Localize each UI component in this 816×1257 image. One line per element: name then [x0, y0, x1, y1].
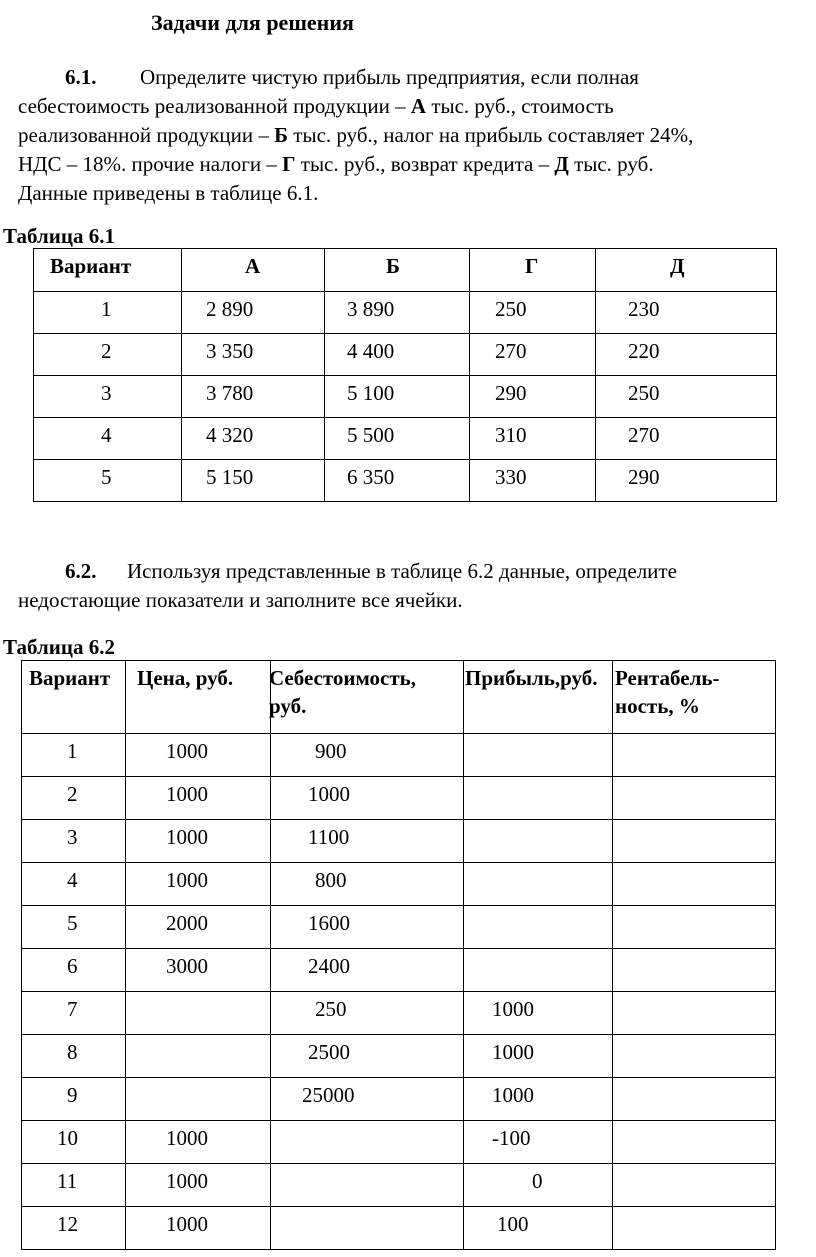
table-cell — [596, 460, 777, 502]
cell-text: 0 — [532, 1169, 543, 1193]
cell-text: тыс. руб., возврат кредита – — [295, 152, 555, 176]
cell-text: 220 — [628, 339, 660, 363]
cell-text: себестоимость реализованной продукции – — [18, 94, 411, 118]
cell-text: 5 150 — [206, 465, 254, 489]
task2-number: 6.2. — [65, 559, 97, 583]
task2-line1 — [18, 557, 677, 586]
table-row — [34, 292, 777, 334]
cell-text: Б — [274, 123, 289, 147]
table-6-1 — [33, 248, 777, 502]
cell-text: 3 890 — [347, 297, 395, 321]
cell-text: 1 — [67, 739, 78, 763]
cell-text: тыс. руб. — [568, 152, 654, 176]
task2-line2: недостающие показатели и заполните все ячейки. — [18, 588, 463, 612]
cell-text: 1000 — [492, 997, 534, 1021]
table-row — [22, 992, 776, 1035]
cell-text: 1000 — [308, 782, 350, 806]
cell-text: 2400 — [308, 954, 350, 978]
table-row — [22, 1035, 776, 1078]
table-row — [22, 777, 776, 820]
table-cell — [325, 418, 470, 460]
header-price: Цена, руб. — [137, 666, 234, 690]
cell-text: 290 — [628, 465, 660, 489]
cell-text: 5 500 — [347, 423, 395, 447]
cell-text: 2 — [67, 782, 78, 806]
cell-text: 250 — [315, 997, 347, 1021]
cell-text: 250 — [495, 297, 527, 321]
cell-text: 900 — [315, 739, 347, 763]
header-g: Г — [525, 254, 539, 278]
table-cell — [464, 1207, 613, 1250]
cell-text: 8 — [67, 1040, 78, 1064]
cell-text: 100 — [497, 1212, 529, 1236]
table-cell — [22, 777, 126, 820]
table-row — [34, 334, 777, 376]
header-variant: Вариант — [50, 254, 132, 278]
cell-text: 1000 — [166, 739, 208, 763]
cell-text: 1000 — [166, 1126, 208, 1150]
page-title: Задачи для решения — [151, 10, 354, 35]
cell-text: Используя представленные в таблице 6.2 данные, определите — [127, 559, 677, 583]
table-cell — [271, 661, 464, 734]
task1-number: 6.1. — [65, 65, 97, 89]
table-row — [22, 906, 776, 949]
cell-text: 4 320 — [206, 423, 254, 447]
cell-text: 1000 — [166, 868, 208, 892]
cell-text: 1000 — [166, 1169, 208, 1193]
cell-text: НДС – 18%. прочие налоги – — [18, 152, 283, 176]
task2-paragraph — [18, 557, 677, 615]
table-row — [22, 1078, 776, 1121]
cell-text: 5 100 — [347, 381, 395, 405]
cell-text: 10 — [57, 1126, 78, 1150]
cell-text: 1000 — [492, 1083, 534, 1107]
table-cell — [596, 292, 777, 334]
cell-text: 270 — [628, 423, 660, 447]
cell-text: 1000 — [166, 825, 208, 849]
table1-caption: Таблица 6.1 — [3, 224, 115, 248]
cell-text: Д — [554, 152, 569, 176]
cell-text: 1600 — [308, 911, 350, 935]
cell-text: 1000 — [492, 1040, 534, 1064]
table-cell — [325, 460, 470, 502]
table-cell — [34, 376, 182, 418]
table-cell — [34, 292, 182, 334]
cell-text: 5 — [101, 465, 112, 489]
cell-text: 2 — [101, 339, 112, 363]
task1-paragraph — [18, 63, 693, 208]
table-row — [22, 1121, 776, 1164]
table-cell — [22, 820, 126, 863]
header-profit: Прибыль,руб. — [465, 666, 598, 690]
header-cost-unit: руб. — [269, 694, 307, 719]
table-cell — [22, 863, 126, 906]
header-b: Б — [386, 254, 400, 278]
cell-text: 2 890 — [206, 297, 254, 321]
cell-text: реализованной продукции – — [18, 123, 275, 147]
cell-text: 4 — [67, 868, 78, 892]
table-cell — [271, 992, 464, 1035]
table-row — [22, 734, 776, 777]
cell-text: 1100 — [308, 825, 350, 849]
table-cell — [22, 661, 126, 734]
cell-text: 1000 — [166, 1212, 208, 1236]
table-cell — [464, 661, 613, 734]
table-cell — [22, 1121, 126, 1164]
table-row — [34, 376, 777, 418]
header-cost: Себестоимость, — [269, 666, 417, 690]
table-cell — [22, 1078, 126, 1121]
cell-text: 6 — [67, 954, 78, 978]
table-cell — [325, 292, 470, 334]
cell-text: 25000 — [302, 1083, 355, 1107]
table-cell — [22, 1035, 126, 1078]
table-cell — [325, 334, 470, 376]
cell-text: 6 350 — [347, 465, 395, 489]
cell-text: 310 — [495, 423, 527, 447]
cell-text: Г — [282, 152, 296, 176]
cell-text: 4 — [101, 423, 112, 447]
table-cell — [613, 863, 776, 906]
table-cell — [325, 376, 470, 418]
table-row — [22, 949, 776, 992]
table-cell — [464, 1121, 613, 1164]
header-profitability: Рентабель- — [615, 666, 720, 690]
table-cell — [22, 949, 126, 992]
cell-text: 1000 — [166, 782, 208, 806]
table-cell — [596, 418, 777, 460]
table-cell — [34, 334, 182, 376]
table-cell — [613, 661, 776, 734]
cell-text: 3 780 — [206, 381, 254, 405]
table-cell — [613, 949, 776, 992]
cell-text: 1 — [101, 297, 112, 321]
task1-line3 — [18, 121, 693, 150]
cell-text: 11 — [57, 1169, 78, 1193]
cell-text: 330 — [495, 465, 527, 489]
table-cell — [126, 661, 271, 734]
table-cell — [22, 1207, 126, 1250]
table2-caption: Таблица 6.2 — [3, 635, 115, 659]
task1-line1 — [18, 63, 693, 92]
task1-line2 — [18, 92, 693, 121]
header-a: А — [245, 254, 261, 278]
table-cell — [22, 906, 126, 949]
table-cell — [22, 1164, 126, 1207]
cell-text: 290 — [495, 381, 527, 405]
table-row — [34, 418, 777, 460]
table-cell — [34, 249, 182, 292]
cell-text: 2500 — [308, 1040, 350, 1064]
table-cell — [34, 418, 182, 460]
cell-text: 5 — [67, 911, 78, 935]
cell-text: 4 400 — [347, 339, 395, 363]
cell-text: 7 — [67, 997, 78, 1021]
cell-text: 2000 — [166, 911, 208, 935]
cell-text: Определите чистую прибыль предприятия, если полная — [140, 65, 639, 89]
table-cell — [271, 1035, 464, 1078]
header-profitability-unit: ность, % — [615, 694, 700, 719]
table-cell — [613, 906, 776, 949]
cell-text: 3 350 — [206, 339, 254, 363]
table-6-2 — [21, 660, 776, 1250]
cell-text: 230 — [628, 297, 660, 321]
table-row — [22, 863, 776, 906]
table-header-row — [34, 249, 777, 292]
table-header-row — [22, 661, 776, 734]
cell-text: 12 — [57, 1212, 78, 1236]
cell-text: 250 — [628, 381, 660, 405]
header-variant: Вариант — [29, 666, 111, 690]
table-cell — [182, 249, 325, 292]
cell-text: тыс. руб., стоимость — [426, 94, 614, 118]
cell-text: тыс. руб., налог на прибыль составляет 24%, — [288, 123, 694, 147]
table-cell — [596, 376, 777, 418]
table-cell — [613, 734, 776, 777]
cell-text: 270 — [495, 339, 527, 363]
cell-text: 3 — [101, 381, 112, 405]
table-cell — [271, 1078, 464, 1121]
table-row — [22, 1207, 776, 1250]
cell-text: 3000 — [166, 954, 208, 978]
table-cell — [613, 777, 776, 820]
table-row — [34, 460, 777, 502]
table-cell — [596, 334, 777, 376]
cell-text: -100 — [492, 1126, 531, 1150]
table-row — [22, 820, 776, 863]
table-cell — [22, 734, 126, 777]
cell-text: 9 — [67, 1083, 78, 1107]
table-cell — [464, 1164, 613, 1207]
table-cell — [34, 460, 182, 502]
cell-text: 3 — [67, 825, 78, 849]
cell-text: 800 — [315, 868, 347, 892]
cell-text: А — [410, 94, 427, 118]
table-cell — [613, 820, 776, 863]
header-d: Д — [670, 254, 685, 278]
task1-line4 — [18, 150, 693, 179]
table-cell — [22, 992, 126, 1035]
task1-line5: Данные приведены в таблице 6.1. — [18, 181, 319, 205]
table-row — [22, 1164, 776, 1207]
